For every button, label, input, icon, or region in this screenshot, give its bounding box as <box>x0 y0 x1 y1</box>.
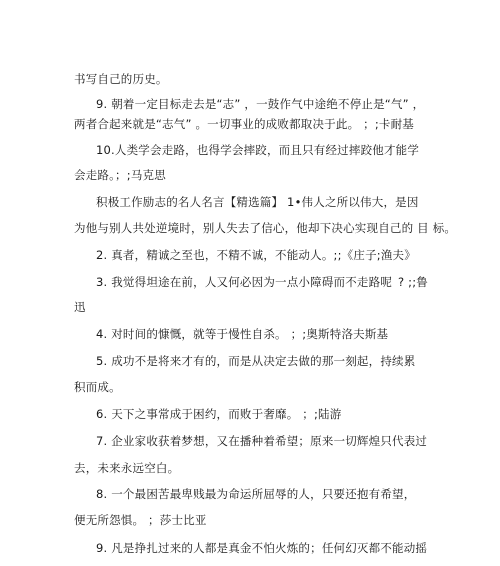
text-line: 5. 成功不是将来才有的，而是从决定去做的那一刻起，持续累 <box>96 354 416 368</box>
text-line: 去，未来永远空白。 <box>74 461 180 475</box>
text-line: 两者合起来就是“志气” 。一切事业的成败都取决于此。 ；;卡耐基 <box>74 117 414 131</box>
text-line: 会走路。；;马克思 <box>74 168 166 182</box>
text-line: 4. 对时间的慷慨，就等于慢性自杀。 ；;奥斯特洛夫斯基 <box>96 327 389 341</box>
text-line: 7. 企业家收获着梦想，又在播种着希望；原来一切辉煌只代表过 <box>96 434 428 448</box>
text-line: 3. 我觉得坦途在前，人又何必因为一点小障碍而不走路呢 <box>96 275 393 289</box>
text-line: 10.人类学会走路，也得学会摔跤，而且只有经过摔跤他才能学 <box>96 143 420 157</box>
text-line: ? ;;鲁 <box>398 275 429 289</box>
text-line: 书写自己的历史。 <box>74 72 168 86</box>
text-line: 为他与别人共处逆境时，别人失去了信心，他却下决心实现自己的 目 标。 <box>74 221 457 235</box>
text-line: 积而成。 <box>74 380 121 394</box>
text-line: 9. 朝着一定目标走去是“志” ，一鼓作气中途绝不停止是“气” ， <box>96 97 425 111</box>
text-line: 便无所怨惧。 ；莎士比亚 <box>74 513 207 527</box>
text-line: 8. 一个最困苦最卑贱最为命运所屈辱的人，只要还抱有希望， <box>96 487 416 501</box>
text-line: 积极工作励志的名人名言【精选篇】 1•伟人之所以伟大，是因 <box>96 195 419 209</box>
text-line: 6. 天下之事常成于困约，而败于奢靡。 ；;陆游 <box>96 407 342 421</box>
text-line: 9. 凡是挣扎过来的人都是真金不怕火炼的；任何幻灭都不能动摇 <box>96 541 428 555</box>
text-line: 2. 真者，精诚之至也，不精不诚，不能动人。;;《庄子;渔夫》 <box>96 248 416 262</box>
text-line: 迅 <box>74 300 86 314</box>
